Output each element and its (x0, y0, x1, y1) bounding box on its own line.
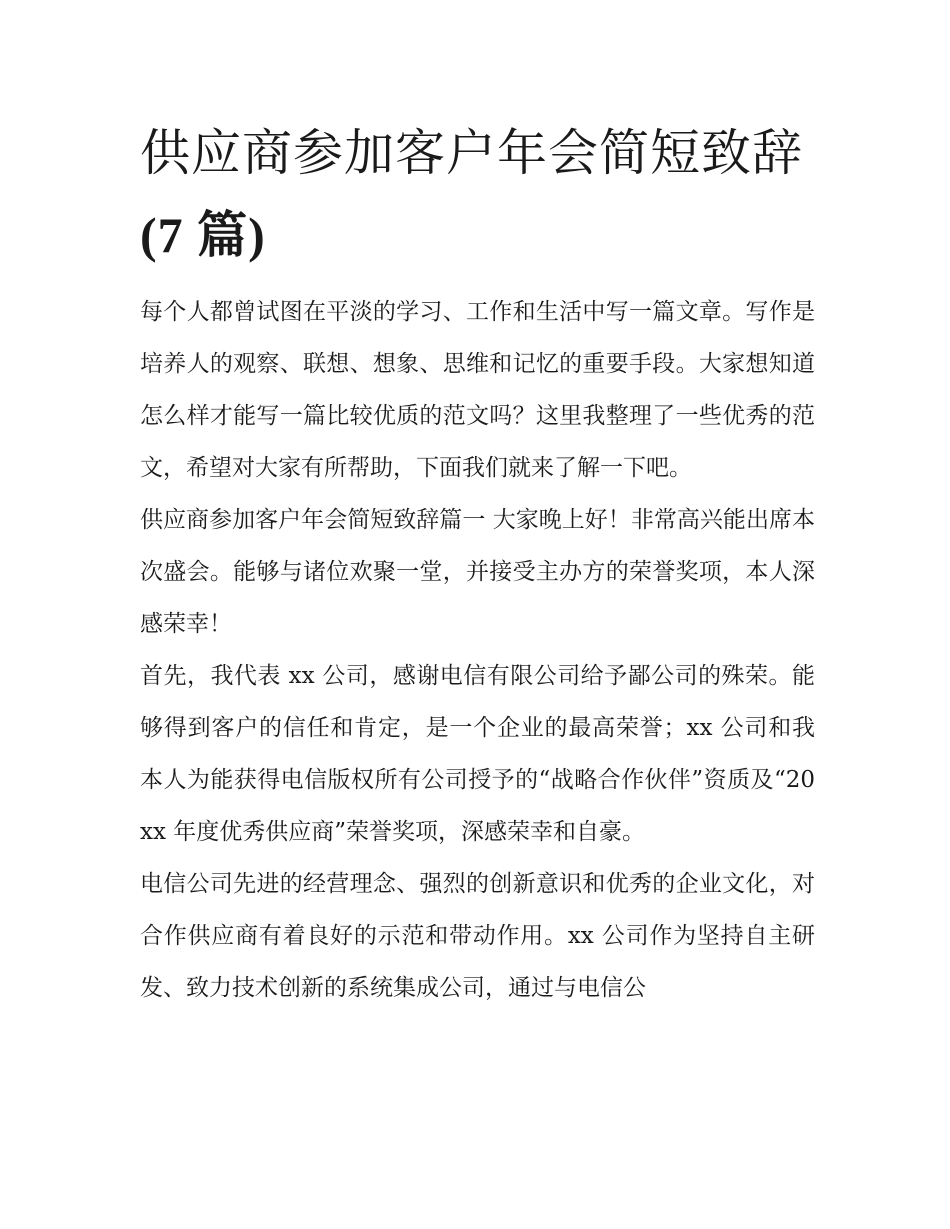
paragraph-greeting: 供应商参加客户年会简短致辞篇一 大家晚上好！非常高兴能出席本次盛会。能够与诸位欢聚一堂，并接受主办方的荣誉奖项，本人深感荣幸！ (140, 507, 815, 637)
paragraph-intro: 每个人都曾试图在平淡的学习、工作和生活中写一篇文章。写作是培养人的观察、联想、想象、思维和记忆的重要手段。大家想知道怎么样才能写一篇比较优质的范文吗？这里我整理了一些优秀的范文，希望对大家有所帮助，下面我们就来了解一下吧。 (140, 299, 815, 481)
paragraph-thanks: 首先，我代表 xx 公司，感谢电信有限公司给予鄙公司的殊荣。能够得到客户的信任和肯定，是一个企业的最高荣誉；xx 公司和我本人为能获得电信版权所有公司授予的“战略合作伙伴”资质及“20xx 年度优秀供应商”荣誉奖项，深感荣幸和自豪。 (140, 663, 815, 845)
title-main: 供应商参加客户年会简短致辞 (140, 124, 803, 182)
document-page (140, 112, 815, 1014)
title-suffix: (7 篇) (140, 207, 266, 263)
paragraph-culture: 电信公司先进的经营理念、强烈的创新意识和优秀的企业文化，对合作供应商有着良好的示范和带动作用。xx 公司作为坚持自主研发、致力技术创新的系统集成公司，通过与电信公 (140, 871, 815, 1001)
document-title (140, 112, 815, 276)
